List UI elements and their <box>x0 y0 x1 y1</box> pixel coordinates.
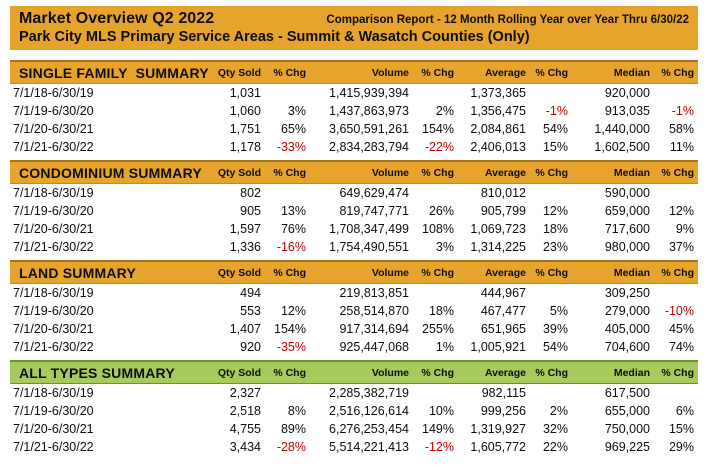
cell-qty: 1,407 <box>229 322 261 336</box>
cell-qty: 905 <box>240 204 261 218</box>
table-row <box>10 402 698 420</box>
period-label: 7/1/19-6/30/20 <box>13 404 94 418</box>
section-title: CONDOMINIUM SUMMARY <box>19 164 202 181</box>
cell-qty: 1,751 <box>229 122 261 136</box>
period-label: 7/1/18-6/30/19 <box>13 386 94 400</box>
title-band <box>10 6 698 50</box>
cell-average: 2,084,861 <box>470 122 526 136</box>
cell-med-chg: -10% <box>664 304 694 318</box>
cell-median: 590,000 <box>604 186 650 200</box>
cell-qty: 1,060 <box>229 104 261 118</box>
cell-average: 1,356,475 <box>470 104 526 118</box>
period-label: 7/1/18-6/30/19 <box>13 286 94 300</box>
cell-qty: 1,597 <box>229 222 261 236</box>
cell-vol-chg: 26% <box>428 204 454 218</box>
cell-median: 717,600 <box>604 222 650 236</box>
cell-qty: 553 <box>240 304 261 318</box>
period-label: 7/1/18-6/30/19 <box>13 186 94 200</box>
section-title: ALL TYPES SUMMARY <box>19 364 175 381</box>
column-header: Median <box>613 266 650 279</box>
period-label: 7/1/20-6/30/21 <box>13 422 94 436</box>
column-header: Median <box>613 66 650 79</box>
column-header: % Chg <box>421 66 454 79</box>
section-header <box>10 260 698 284</box>
table-row <box>10 202 698 220</box>
column-header: Average <box>484 166 526 179</box>
table-row <box>10 220 698 238</box>
column-header: % Chg <box>661 366 694 379</box>
cell-avg-chg: 23% <box>542 240 568 254</box>
cell-qty-chg: -16% <box>276 240 306 254</box>
cell-med-chg: 58% <box>668 122 694 136</box>
column-header: Volume <box>371 366 409 379</box>
cell-median: 1,602,500 <box>594 140 650 154</box>
cell-median: 655,000 <box>604 404 650 418</box>
column-header: % Chg <box>273 166 306 179</box>
cell-qty-chg: 3% <box>287 104 306 118</box>
cell-vol-chg: 149% <box>422 422 454 436</box>
cell-average: 905,799 <box>480 204 526 218</box>
cell-qty: 4,755 <box>229 422 261 436</box>
cell-avg-chg: 32% <box>542 422 568 436</box>
cell-volume: 925,447,068 <box>339 340 409 354</box>
period-label: 7/1/19-6/30/20 <box>13 304 94 318</box>
summary-section <box>10 260 698 356</box>
column-header: Volume <box>371 166 409 179</box>
summary-section <box>10 60 698 156</box>
cell-median: 980,000 <box>604 240 650 254</box>
cell-qty: 3,434 <box>229 440 261 454</box>
column-header: % Chg <box>273 366 306 379</box>
period-label: 7/1/19-6/30/20 <box>13 204 94 218</box>
column-header: % Chg <box>535 266 568 279</box>
cell-median: 659,000 <box>604 204 650 218</box>
cell-median: 617,500 <box>604 386 650 400</box>
cell-volume: 1,708,347,499 <box>329 222 409 236</box>
section-title: LAND SUMMARY <box>19 264 136 281</box>
column-header: % Chg <box>661 66 694 79</box>
cell-median: 279,000 <box>604 304 650 318</box>
cell-avg-chg: 22% <box>542 440 568 454</box>
cell-average: 999,256 <box>480 404 526 418</box>
cell-qty: 1,178 <box>229 140 261 154</box>
column-header: % Chg <box>421 266 454 279</box>
cell-volume: 5,514,221,413 <box>329 440 409 454</box>
cell-vol-chg: 1% <box>435 340 454 354</box>
table-row <box>10 338 698 356</box>
cell-vol-chg: 108% <box>422 222 454 236</box>
table-row <box>10 84 698 102</box>
cell-qty: 1,031 <box>229 86 261 100</box>
cell-vol-chg: -12% <box>424 440 454 454</box>
table-row <box>10 184 698 202</box>
column-header: Average <box>484 366 526 379</box>
table-row <box>10 238 698 256</box>
cell-vol-chg: 3% <box>435 240 454 254</box>
cell-qty-chg: 65% <box>280 122 306 136</box>
cell-med-chg: 11% <box>669 140 694 154</box>
period-label: 7/1/21-6/30/22 <box>13 440 94 454</box>
cell-average: 467,477 <box>480 304 526 318</box>
cell-med-chg: 29% <box>668 440 694 454</box>
cell-qty-chg: 76% <box>280 222 306 236</box>
cell-avg-chg: 54% <box>542 122 568 136</box>
column-header: Qty Sold <box>217 366 261 379</box>
cell-average: 2,406,013 <box>470 140 526 154</box>
cell-average: 1,373,365 <box>470 86 526 100</box>
page-title: Market Overview Q2 2022 <box>19 10 215 27</box>
table-row <box>10 384 698 402</box>
cell-qty: 2,518 <box>229 404 261 418</box>
table-row <box>10 438 698 456</box>
cell-volume: 1,754,490,551 <box>329 240 409 254</box>
column-header: % Chg <box>661 266 694 279</box>
title-row <box>19 10 689 28</box>
section-header <box>10 60 698 84</box>
cell-average: 444,967 <box>480 286 526 300</box>
cell-median: 913,035 <box>604 104 650 118</box>
section-title: SINGLE FAMILY SUMMARY <box>19 64 209 81</box>
period-label: 7/1/21-6/30/22 <box>13 140 94 154</box>
sections <box>10 60 698 456</box>
column-header: % Chg <box>535 166 568 179</box>
cell-volume: 1,437,863,973 <box>329 104 409 118</box>
table-row <box>10 120 698 138</box>
summary-section <box>10 160 698 256</box>
column-header: % Chg <box>421 366 454 379</box>
cell-med-chg: -1% <box>671 104 694 118</box>
cell-average: 1,605,772 <box>470 440 526 454</box>
column-header: % Chg <box>535 366 568 379</box>
cell-median: 750,000 <box>604 422 650 436</box>
column-header: Qty Sold <box>217 266 261 279</box>
column-header: % Chg <box>273 66 306 79</box>
period-label: 7/1/21-6/30/22 <box>13 340 94 354</box>
cell-average: 1,005,921 <box>470 340 526 354</box>
cell-med-chg: 45% <box>668 322 694 336</box>
column-header: Volume <box>371 266 409 279</box>
cell-median: 405,000 <box>604 322 650 336</box>
cell-avg-chg: -1% <box>545 104 568 118</box>
cell-median: 704,600 <box>604 340 650 354</box>
table-row <box>10 284 698 302</box>
cell-median: 309,250 <box>604 286 650 300</box>
column-header: Qty Sold <box>217 66 261 79</box>
cell-qty-chg: -33% <box>276 140 306 154</box>
cell-average: 1,069,723 <box>470 222 526 236</box>
cell-avg-chg: 12% <box>542 204 568 218</box>
cell-volume: 2,516,126,614 <box>329 404 409 418</box>
cell-qty: 494 <box>240 286 261 300</box>
column-header: Average <box>484 66 526 79</box>
summary-section <box>10 360 698 456</box>
column-header: Average <box>484 266 526 279</box>
cell-average: 1,314,225 <box>470 240 526 254</box>
column-header: % Chg <box>421 166 454 179</box>
section-header <box>10 360 698 384</box>
period-label: 7/1/20-6/30/21 <box>13 222 94 236</box>
cell-volume: 917,314,694 <box>339 322 409 336</box>
cell-volume: 2,834,283,794 <box>329 140 409 154</box>
column-header: Median <box>613 366 650 379</box>
cell-median: 1,440,000 <box>594 122 650 136</box>
column-header: % Chg <box>535 66 568 79</box>
report-subtitle: Comparison Report - 12 Month Rolling Year over Year Thru 6/30/22 <box>326 14 689 26</box>
cell-qty: 802 <box>240 186 261 200</box>
cell-qty-chg: 154% <box>274 322 306 336</box>
cell-volume: 819,747,771 <box>339 204 409 218</box>
column-header: Qty Sold <box>217 166 261 179</box>
table-row <box>10 138 698 156</box>
cell-volume: 258,514,870 <box>339 304 409 318</box>
cell-qty-chg: 89% <box>280 422 306 436</box>
cell-volume: 2,285,382,719 <box>329 386 409 400</box>
cell-vol-chg: 154% <box>422 122 454 136</box>
table-row <box>10 420 698 438</box>
cell-volume: 1,415,939,394 <box>329 86 409 100</box>
cell-vol-chg: 2% <box>435 104 454 118</box>
cell-vol-chg: 10% <box>428 404 454 418</box>
cell-average: 651,965 <box>480 322 526 336</box>
cell-qty: 920 <box>240 340 261 354</box>
period-label: 7/1/21-6/30/22 <box>13 240 94 254</box>
period-label: 7/1/20-6/30/21 <box>13 322 94 336</box>
cell-qty-chg: 13% <box>280 204 306 218</box>
cell-avg-chg: 39% <box>542 322 568 336</box>
cell-qty-chg: 8% <box>287 404 306 418</box>
table-row <box>10 320 698 338</box>
column-header: Median <box>613 166 650 179</box>
cell-volume: 3,650,591,261 <box>329 122 409 136</box>
period-label: 7/1/20-6/30/21 <box>13 122 94 136</box>
cell-median: 920,000 <box>604 86 650 100</box>
cell-avg-chg: 54% <box>542 340 568 354</box>
cell-vol-chg: -22% <box>424 140 454 154</box>
cell-avg-chg: 5% <box>549 304 568 318</box>
period-label: 7/1/18-6/30/19 <box>13 86 94 100</box>
cell-avg-chg: 18% <box>542 222 568 236</box>
cell-qty-chg: 12% <box>280 304 306 318</box>
cell-median: 969,225 <box>604 440 650 454</box>
section-header <box>10 160 698 184</box>
cell-med-chg: 15% <box>668 422 694 436</box>
cell-avg-chg: 15% <box>542 140 568 154</box>
cell-med-chg: 74% <box>668 340 694 354</box>
cell-avg-chg: 2% <box>549 404 568 418</box>
cell-average: 1,319,927 <box>470 422 526 436</box>
cell-volume: 219,813,851 <box>339 286 409 300</box>
cell-average: 982,115 <box>481 386 526 400</box>
cell-volume: 6,276,253,454 <box>329 422 409 436</box>
cell-qty-chg: -35% <box>276 340 306 354</box>
period-label: 7/1/19-6/30/20 <box>13 104 94 118</box>
column-header: Volume <box>371 66 409 79</box>
column-header: % Chg <box>661 166 694 179</box>
column-header: % Chg <box>273 266 306 279</box>
cell-qty-chg: -28% <box>276 440 306 454</box>
cell-med-chg: 9% <box>675 222 694 236</box>
cell-vol-chg: 255% <box>422 322 454 336</box>
cell-med-chg: 37% <box>668 240 694 254</box>
table-row <box>10 102 698 120</box>
cell-qty: 2,327 <box>229 386 261 400</box>
cell-volume: 649,629,474 <box>339 186 409 200</box>
cell-vol-chg: 18% <box>428 304 454 318</box>
cell-qty: 1,336 <box>229 240 261 254</box>
cell-average: 810,012 <box>480 186 526 200</box>
table-row <box>10 302 698 320</box>
report-scope-line: Park City MLS Primary Service Areas - Summit & Wasatch Counties (Only) <box>19 29 530 45</box>
cell-med-chg: 12% <box>668 204 694 218</box>
cell-med-chg: 6% <box>675 404 694 418</box>
